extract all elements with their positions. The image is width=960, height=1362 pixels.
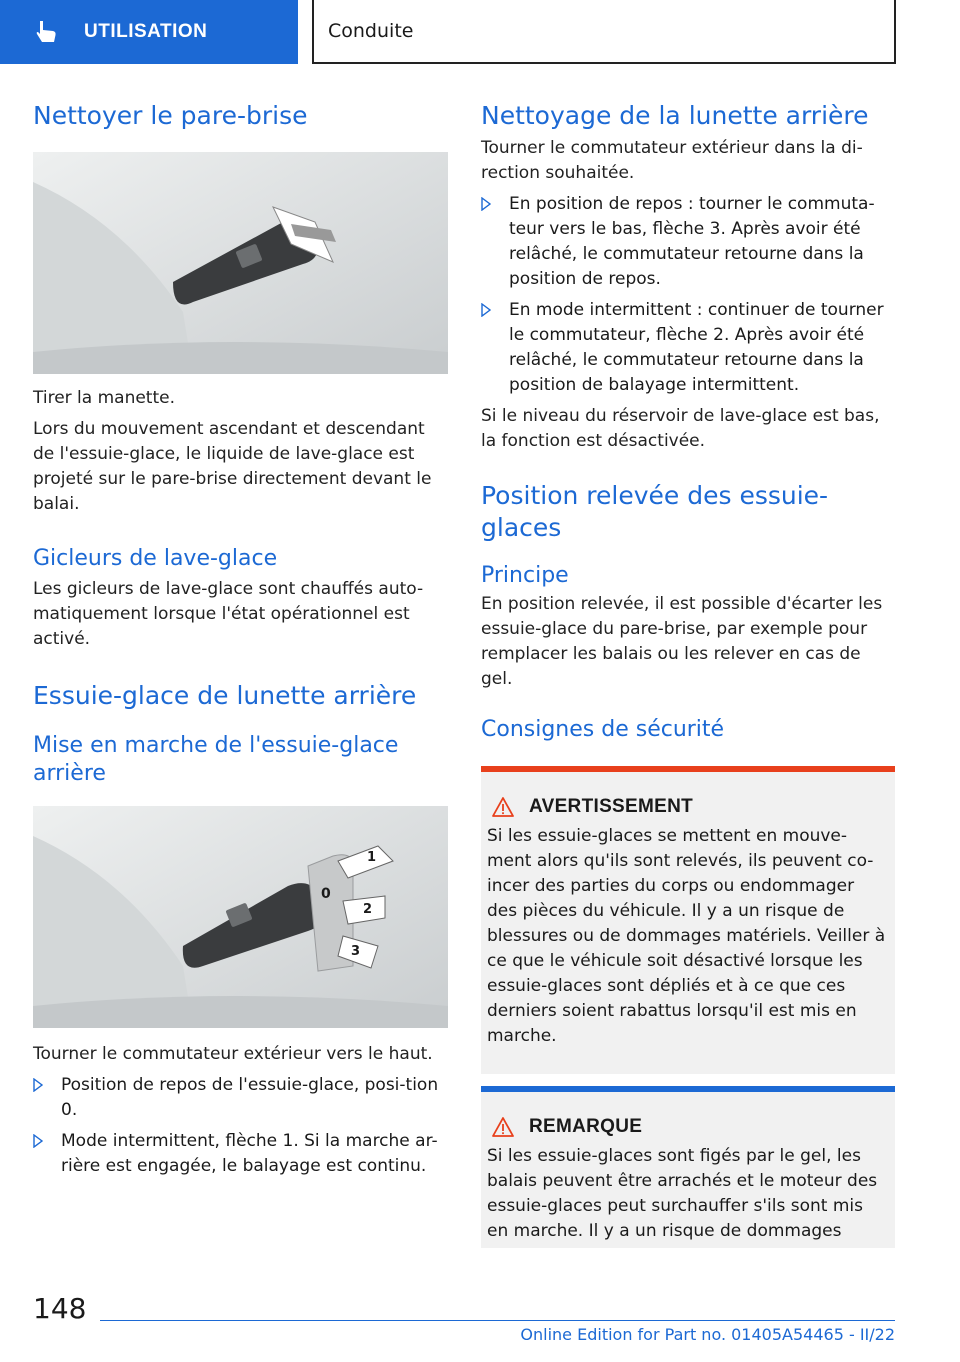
note-box (481, 1086, 895, 1248)
triangle-bullet-icon (481, 303, 491, 317)
paragraph: Si le niveau du réservoir de lave-glace est bas, la fonction est désactivée. (481, 406, 880, 451)
heading-safety-notes: Consignes de sécurité (481, 717, 725, 742)
heading-rear-wiper-start: Mise en marche de l'essuie-glace arrière (33, 733, 399, 786)
arrow-label-2: 2 (363, 902, 373, 917)
warning-title: AVERTISSEMENT (529, 796, 694, 817)
list-item: Position de repos de l'essuie-glace, posi-tion 0. (33, 1073, 448, 1123)
note-text: Si les essuie-glaces sont figés par le gel, les balais peuvent être arrachés et le moteur des essuie-glaces peut surchauffer s'ils sont mis en marche. Il y a un risque de dommages (487, 1146, 878, 1241)
paragraph: Tourner le commutateur extérieur dans la di-rection souhaitée. (481, 138, 863, 183)
paragraph: Tourner le commutateur extérieur vers le haut. (33, 1044, 433, 1064)
left-column (33, 96, 448, 1179)
header-section-title (312, 0, 896, 64)
list-item: Mode intermittent, flèche 1. Si la marche ar-rière est engagée, le balayage est continu. (33, 1129, 448, 1179)
paragraph: En position relevée, il est possible d'écarter les essuie-glace du pare-brise, par exemple pour remplacer les balais ou les relever en cas de gel. (481, 594, 883, 689)
page-number: 148 (33, 1292, 87, 1325)
heading-washer-jets: Gicleurs de lave-glace (33, 546, 278, 571)
paragraph: Les gicleurs de lave-glace sont chauffés auto-matiquement lorsque l'état opérationnel est activé. (33, 579, 424, 649)
section-label: Conduite (328, 20, 414, 42)
triangle-bullet-icon (33, 1078, 43, 1092)
heading-principle: Principe (481, 563, 569, 588)
warning-triangle-icon (491, 1116, 515, 1138)
arrow-label-1: 1 (367, 850, 377, 865)
figure-wiper-stalk-pull (33, 152, 448, 374)
bullet-list (481, 192, 895, 398)
footer (100, 1320, 895, 1344)
triangle-bullet-icon (33, 1134, 43, 1148)
heading-clean-rear-window: Nettoyage de la lunette arrière (481, 101, 869, 130)
right-column (481, 96, 895, 1248)
triangle-bullet-icon (481, 197, 491, 211)
bullet-list (33, 1073, 448, 1179)
warning-triangle-icon (491, 796, 515, 818)
heading-wiper-service-position: Position relevée des essuie-glaces (481, 481, 829, 542)
header-tab-label: UTILISATION (84, 21, 208, 42)
position-label-0: 0 (321, 886, 331, 902)
paragraph: Tirer la manette. (33, 388, 176, 408)
list-item: En mode intermittent : continuer de tourner le commutateur, flèche 2. Après avoir été relâché, le commutateur retourne dans la position de balayage intermittent. (481, 298, 895, 398)
note-title: REMARQUE (529, 1116, 643, 1137)
figure-rear-wiper-switch (33, 806, 448, 1028)
warning-box (481, 766, 895, 1074)
arrow-label-3: 3 (351, 944, 361, 959)
heading-rear-wiper: Essuie-glace de lunette arrière (33, 681, 417, 710)
edition-text: Online Edition for Part no. 01405A54465 - II/22 (520, 1325, 895, 1344)
list-item: En position de repos : tourner le commuta-teur vers le bas, flèche 3. Après avoir été relâché, le commutateur retourne dans la position de repos. (481, 192, 895, 292)
warning-text: Si les essuie-glaces se mettent en mouve-ment alors qu'ils sont relevés, ils peuvent co-incer des parties du corps ou endommager des pièces du véhicule. Il y a un risque de blessures ou de dommages matériels. Veiller à ce que le véhicule soit désactivé lorsque les essuie-glaces sont dépliés et à ce que ces derniers soient rabattus lorsqu'il est mis en marche. (487, 826, 886, 1046)
hand-pointer-icon (32, 18, 60, 46)
paragraph: Lors du mouvement ascendant et descendant de l'essuie-glace, le liquide de lave-glace est projeté sur le pare-brise directement devant le balai. (33, 419, 432, 514)
heading-clean-windshield: Nettoyer le pare-brise (33, 101, 308, 130)
header-section-tab[interactable] (0, 0, 298, 64)
